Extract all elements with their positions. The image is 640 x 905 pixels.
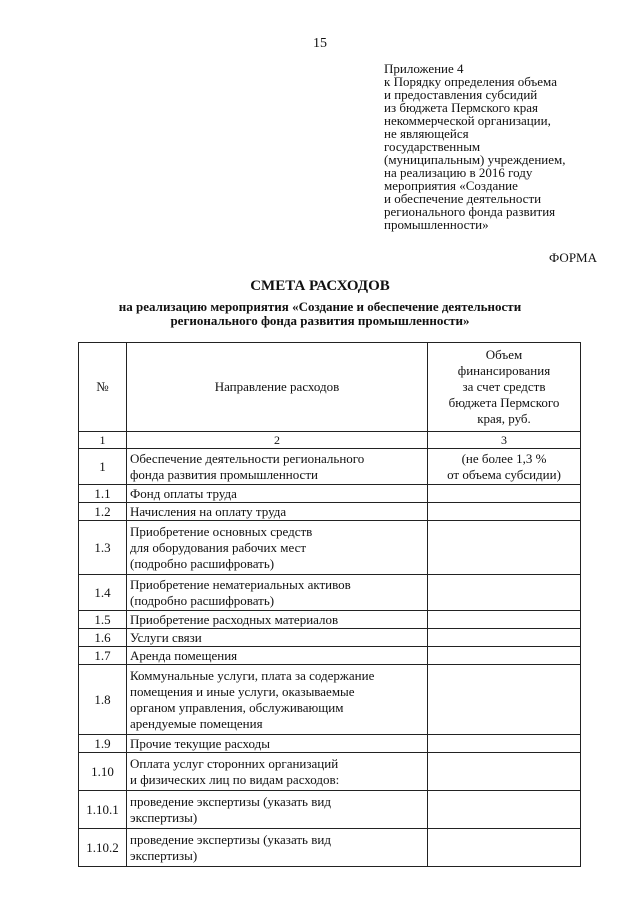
row-number: 1 — [79, 449, 127, 485]
row-number: 1.8 — [79, 665, 127, 735]
column-index: 2 — [127, 432, 428, 449]
row-volume — [428, 829, 581, 867]
row-volume — [428, 647, 581, 665]
table-row — [79, 611, 581, 629]
row-volume — [428, 503, 581, 521]
table-row — [79, 629, 581, 647]
row-number: 1.5 — [79, 611, 127, 629]
estimate-table — [78, 342, 581, 867]
row-volume: (не более 1,3 % от объема субсидии) — [428, 449, 581, 485]
table-row — [79, 753, 581, 791]
row-number: 1.1 — [79, 485, 127, 503]
column-index: 1 — [79, 432, 127, 449]
table-row — [79, 829, 581, 867]
row-direction: Фонд оплаты труда — [127, 485, 428, 503]
column-index-row — [79, 432, 581, 449]
row-number: 1.6 — [79, 629, 127, 647]
row-volume — [428, 735, 581, 753]
row-number: 1.3 — [79, 521, 127, 575]
table-row — [79, 647, 581, 665]
row-direction: Прочие текущие расходы — [127, 735, 428, 753]
row-number: 1.2 — [79, 503, 127, 521]
row-direction: проведение экспертизы (указать вид экспертизы) — [127, 791, 428, 829]
header-direction: Направление расходов — [127, 343, 428, 432]
row-number: 1.10.1 — [79, 791, 127, 829]
table-row — [79, 503, 581, 521]
row-volume — [428, 753, 581, 791]
row-volume — [428, 485, 581, 503]
row-direction: Начисления на оплату труда — [127, 503, 428, 521]
row-volume — [428, 629, 581, 647]
page-number: 15 — [313, 36, 327, 51]
row-direction: проведение экспертизы (указать вид экспертизы) — [127, 829, 428, 867]
header-number: № — [79, 343, 127, 432]
row-direction: Обеспечение деятельности регионального фонда развития промышленности — [127, 449, 428, 485]
table-row — [79, 735, 581, 753]
row-number: 1.9 — [79, 735, 127, 753]
table-row — [79, 791, 581, 829]
header-volume: Объем финансирования за счет средств бюджета Пермского края, руб. — [428, 343, 581, 432]
document-title: СМЕТА РАСХОДОВ — [250, 278, 390, 294]
table-row — [79, 485, 581, 503]
row-direction: Приобретение основных средств для оборудования рабочих мест (подробно расшифровать) — [127, 521, 428, 575]
row-direction: Аренда помещения — [127, 647, 428, 665]
row-direction: Приобретение нематериальных активов (подробно расшифровать) — [127, 575, 428, 611]
column-index: 3 — [428, 432, 581, 449]
row-direction: Приобретение расходных материалов — [127, 611, 428, 629]
row-direction: Оплата услуг сторонних организаций и физических лиц по видам расходов: — [127, 753, 428, 791]
row-direction: Коммунальные услуги, плата за содержание помещения и иные услуги, оказываемые органом управления, обслуживающим арендуемые помещения — [127, 665, 428, 735]
row-direction: Услуги связи — [127, 629, 428, 647]
appendix-note: Приложение 4 к Порядку определения объема и предоставления субсидий из бюджета Пермского края некоммерческой организации, не являющейся государственным (муниципальным) учреждением, на реализацию в 2016 году мероприятия «Создание и обеспечение деятельности регионального фонда развития промышленности» — [384, 61, 566, 232]
table-row — [79, 449, 581, 485]
row-number: 1.7 — [79, 647, 127, 665]
table-row — [79, 521, 581, 575]
row-volume — [428, 665, 581, 735]
table-row — [79, 665, 581, 735]
form-label: ФОРМА — [549, 250, 597, 265]
row-volume — [428, 521, 581, 575]
document-subtitle: на реализацию мероприятия «Создание и обеспечение деятельности регионального фонда развития промышленности» — [118, 299, 522, 328]
row-number: 1.10 — [79, 753, 127, 791]
table-header-row — [79, 343, 581, 432]
row-volume — [428, 611, 581, 629]
row-number: 1.4 — [79, 575, 127, 611]
table-row — [79, 575, 581, 611]
row-number: 1.10.2 — [79, 829, 127, 867]
row-volume — [428, 575, 581, 611]
row-volume — [428, 791, 581, 829]
